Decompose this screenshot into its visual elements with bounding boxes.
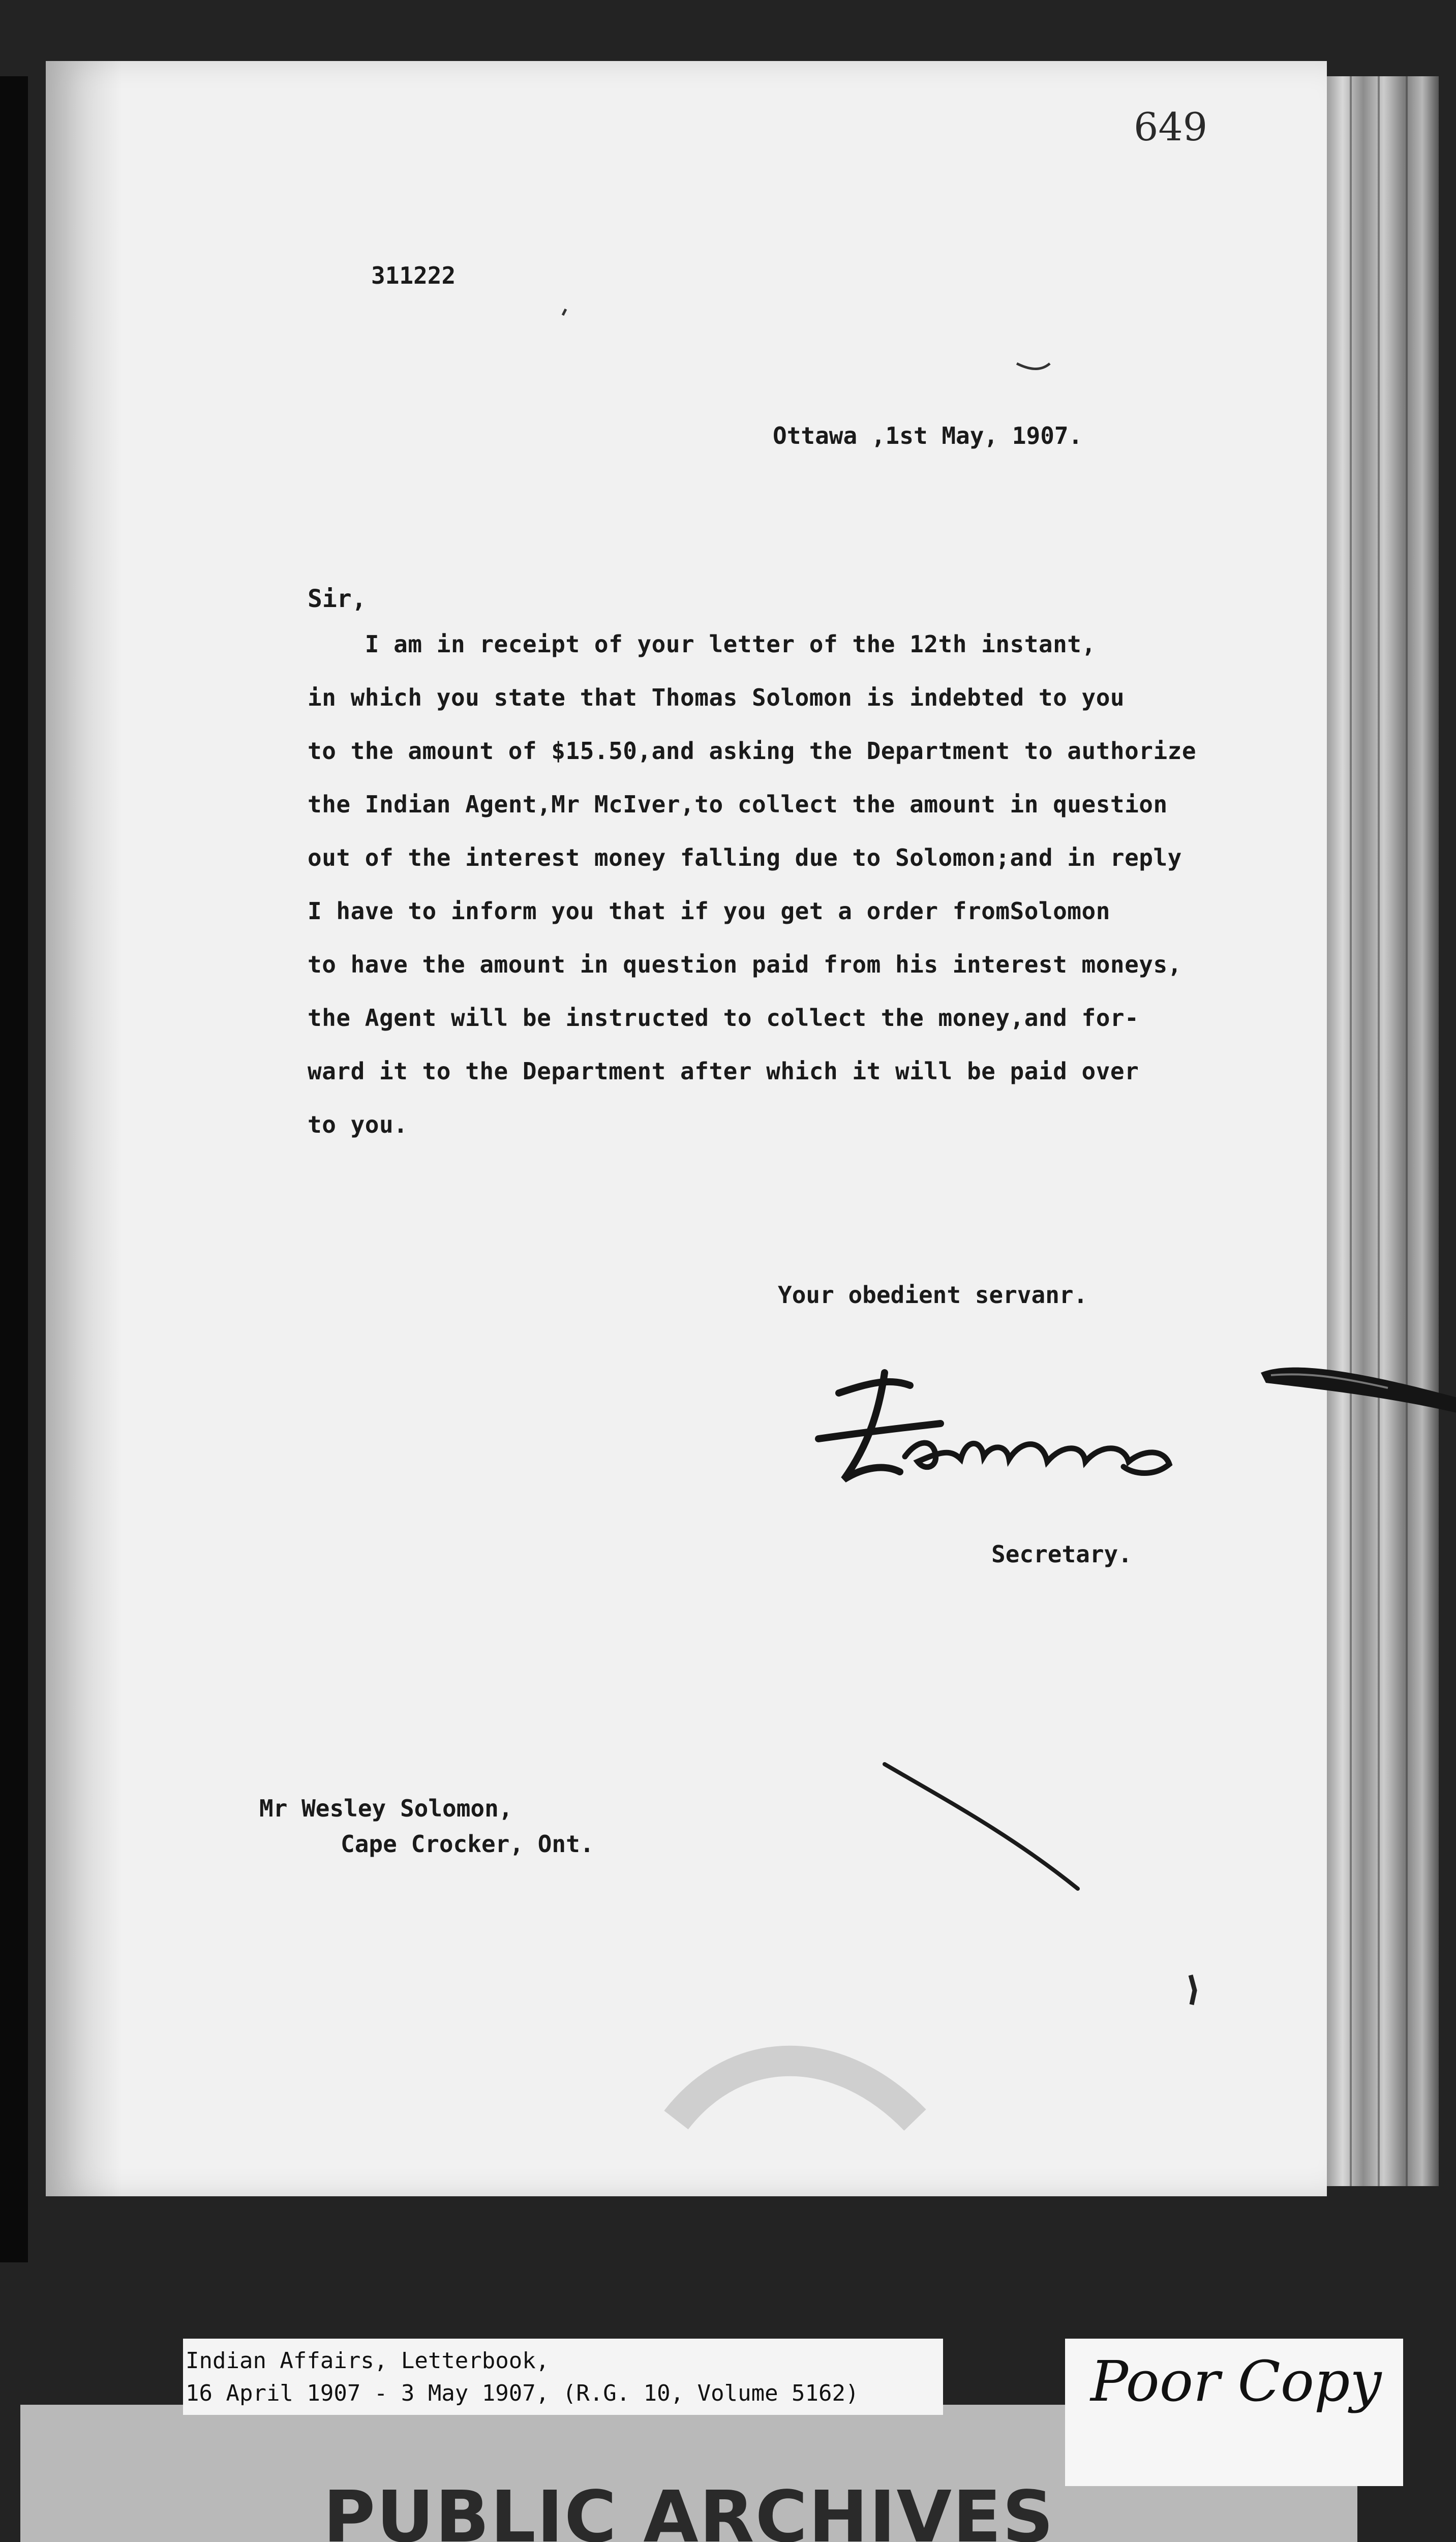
handwritten-signature	[808, 1363, 1195, 1515]
body-line: I am in receipt of your letter of the 12th instant,	[308, 630, 1096, 658]
stamp-text: Poor Copy	[1090, 2349, 1382, 2414]
closing-line: Your obedient servanr.	[778, 1281, 1088, 1309]
page-number: 649	[1134, 104, 1208, 149]
signatory-title: Secretary.	[991, 1540, 1132, 1568]
pen-tip	[1256, 1352, 1456, 1413]
date-line: Ottawa ,1st May, 1907.	[773, 422, 1083, 449]
reference-number: 311222	[371, 262, 456, 289]
body-line: out of the interest money falling due to Solomon;and in reply	[308, 844, 1182, 871]
letter-page	[46, 61, 1327, 2196]
archives-line-english: PUBLIC ARCHIVES	[323, 2476, 1055, 2542]
citation-line-1: Indian Affairs, Letterbook,	[186, 2348, 550, 2374]
body-line: the Agent will be instructed to collect the money,and for-	[308, 1004, 1139, 1032]
body-line: to you.	[308, 1111, 408, 1138]
body-line: in which you state that Thomas Solomon is indebted to you	[308, 684, 1125, 711]
page-gutter-shadow	[46, 61, 122, 2196]
film-edge	[0, 76, 28, 2262]
citation-line-2: 16 April 1907 - 3 May 1907, (R.G. 10, Volume 5162)	[186, 2380, 859, 2406]
body-line: ward it to the Department after which it will be paid over	[308, 1057, 1139, 1085]
body-line: I have to inform you that if you get a order fromSolomon	[308, 897, 1110, 925]
addressee-name: Mr Wesley Solomon,	[259, 1795, 513, 1822]
body-line: to have the amount in question paid from his interest moneys,	[308, 951, 1182, 978]
body-line: the Indian Agent,Mr McIver,to collect the amount in question	[308, 791, 1168, 818]
salutation: Sir,	[308, 585, 367, 613]
poor-copy-stamp	[1065, 2339, 1403, 2486]
citation-label	[183, 2339, 943, 2415]
body-line: to the amount of $15.50,and asking the Department to authorize	[308, 737, 1197, 765]
addressee-place: Cape Crocker, Ont.	[341, 1830, 594, 1858]
